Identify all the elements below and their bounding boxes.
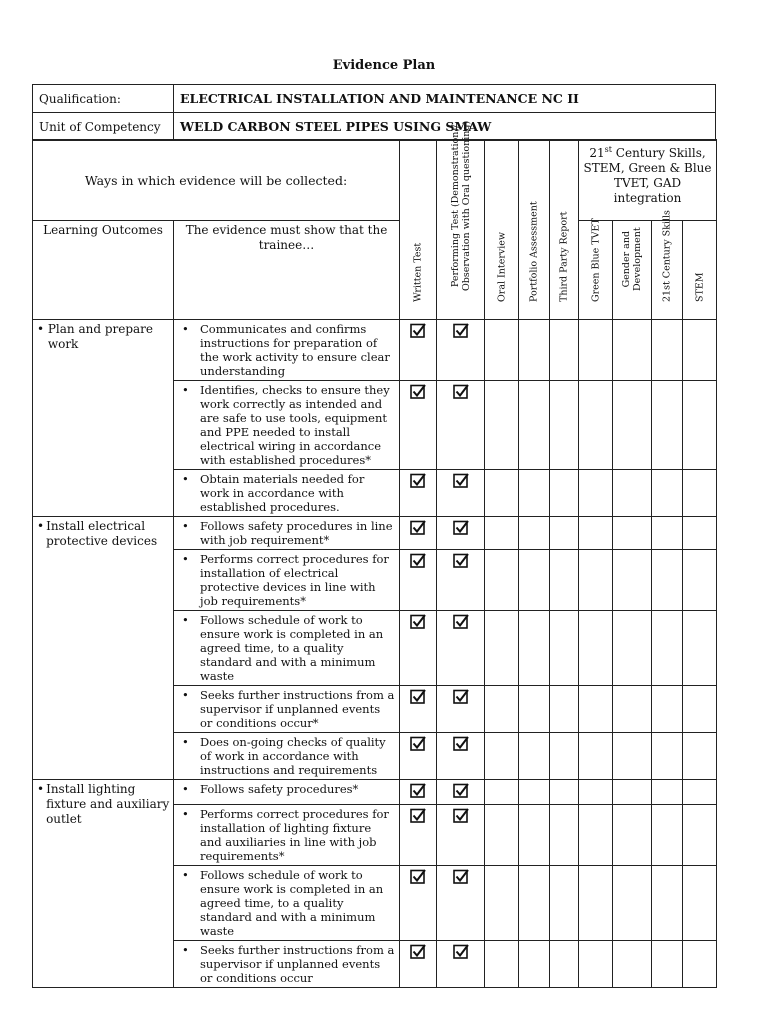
empty-cell — [579, 517, 613, 550]
checked-cell — [400, 805, 437, 866]
empty-cell — [485, 550, 519, 611]
empty-cell — [485, 611, 519, 686]
empty-cell — [613, 550, 652, 611]
method-header-2 — [485, 140, 519, 320]
evidence-cell — [174, 381, 400, 470]
empty-cell — [683, 866, 717, 941]
evidence-cell — [174, 866, 400, 941]
checked-cell — [400, 866, 437, 941]
empty-cell — [613, 517, 652, 550]
evidence-cell — [174, 320, 400, 381]
empty-cell — [550, 611, 579, 686]
checked-box-icon — [410, 323, 426, 338]
empty-cell — [683, 686, 717, 733]
checked-box-icon — [410, 384, 426, 399]
evidence-text: Obtain materials needed for work in accordance with established procedures. — [200, 472, 365, 514]
checked-cell — [400, 517, 437, 550]
bullet: • — [182, 519, 189, 533]
empty-cell — [485, 733, 519, 780]
checked-cell — [437, 470, 485, 517]
checked-box-icon — [453, 614, 469, 629]
ways-heading: Ways in which evidence will be collected: — [33, 140, 400, 221]
bullet: • — [37, 782, 45, 796]
evidence-cell — [174, 550, 400, 611]
qualification-row — [33, 85, 716, 113]
empty-cell — [613, 381, 652, 470]
bullet: • — [182, 472, 189, 486]
empty-cell — [613, 780, 652, 805]
integration-label: 21st Century Skills — [661, 210, 673, 302]
checked-box-icon — [410, 808, 426, 823]
empty-cell — [683, 381, 717, 470]
checked-cell — [437, 320, 485, 381]
checked-cell — [437, 733, 485, 780]
empty-cell — [519, 381, 550, 470]
empty-cell — [579, 470, 613, 517]
header-row-2 — [33, 221, 717, 320]
empty-cell — [485, 517, 519, 550]
empty-cell — [550, 517, 579, 550]
empty-cell — [652, 733, 683, 780]
checked-cell — [400, 611, 437, 686]
empty-cell — [652, 611, 683, 686]
evidence-text: Communicates and confirms instructions for preparation of the work activity to ensure clear understanding — [200, 322, 390, 378]
empty-cell — [485, 381, 519, 470]
empty-cell — [485, 320, 519, 381]
empty-cell — [550, 320, 579, 381]
integration-label: Gender and Development — [621, 227, 643, 291]
method-header-4 — [550, 140, 579, 320]
checked-cell — [437, 941, 485, 988]
evidence-cell — [174, 941, 400, 988]
empty-cell — [550, 733, 579, 780]
unit-value: WELD CARBON STEEL PIPES USING SMAW — [174, 113, 716, 141]
empty-cell — [683, 550, 717, 611]
empty-cell — [579, 780, 613, 805]
evidence-cell — [174, 805, 400, 866]
empty-cell — [485, 805, 519, 866]
checked-box-icon — [453, 384, 469, 399]
evidence-text: Seeks further instructions from a supervisor if unplanned events or conditions occur — [200, 943, 395, 985]
checked-cell — [400, 686, 437, 733]
empty-cell — [683, 733, 717, 780]
empty-cell — [613, 470, 652, 517]
checked-box-icon — [453, 553, 469, 568]
qualification-value: ELECTRICAL INSTALLATION AND MAINTENANCE NC II — [174, 85, 716, 113]
method-label: Oral Interview — [496, 231, 507, 302]
checked-box-icon — [453, 808, 469, 823]
checked-box-icon — [453, 944, 469, 959]
checked-box-icon — [410, 553, 426, 568]
empty-cell — [683, 805, 717, 866]
empty-cell — [519, 517, 550, 550]
empty-cell — [683, 517, 717, 550]
bullet: • — [37, 322, 45, 336]
empty-cell — [519, 611, 550, 686]
qualification-table — [32, 84, 716, 141]
empty-cell — [652, 470, 683, 517]
learning-outcome-cell — [33, 320, 174, 517]
learning-outcome-title: Install electrical protective devices — [46, 519, 158, 548]
empty-cell — [652, 866, 683, 941]
bullet: • — [182, 868, 189, 882]
bullet: • — [182, 735, 189, 749]
bullet: • — [182, 613, 189, 627]
empty-cell — [683, 780, 717, 805]
empty-cell — [579, 941, 613, 988]
method-label: Third Party Report — [558, 211, 570, 302]
evidence-text: Identifies, checks to ensure they work correctly as intended and are safe to use tools, equipment and PPE needed to install electrical wiring in accordance with established procedures* — [200, 383, 390, 467]
checked-cell — [437, 780, 485, 805]
empty-cell — [652, 381, 683, 470]
unit-label: Unit of Competency — [33, 113, 174, 141]
empty-cell — [579, 866, 613, 941]
bullet: • — [182, 807, 189, 821]
unit-row — [33, 113, 716, 141]
empty-cell — [579, 381, 613, 470]
learning-outcome-cell — [33, 517, 174, 780]
empty-cell — [579, 611, 613, 686]
empty-cell — [519, 780, 550, 805]
checked-cell — [400, 381, 437, 470]
checked-cell — [400, 550, 437, 611]
evidence-text: Seeks further instructions from a supervisor if unplanned events or conditions occur* — [200, 688, 395, 730]
qualification-label: Qualification: — [33, 85, 174, 113]
empty-cell — [652, 517, 683, 550]
skills-heading: 21st Century Skills, STEM, Green & Blue TVET, GAD integration — [579, 140, 717, 221]
empty-cell — [652, 320, 683, 381]
bullet: • — [182, 322, 189, 336]
empty-cell — [652, 941, 683, 988]
bullet: • — [182, 552, 189, 566]
learning-outcome-title: Install lighting fixture and auxiliary outlet — [46, 782, 170, 826]
checked-box-icon — [410, 869, 426, 884]
checked-box-icon — [410, 944, 426, 959]
checked-cell — [437, 866, 485, 941]
empty-cell — [550, 866, 579, 941]
checked-cell — [437, 686, 485, 733]
evidence-cell — [174, 611, 400, 686]
integration-header-2 — [652, 210, 683, 320]
checked-box-icon — [410, 689, 426, 704]
empty-cell — [550, 381, 579, 470]
evidence-row — [33, 517, 717, 550]
empty-cell — [683, 941, 717, 988]
empty-cell — [613, 686, 652, 733]
empty-cell — [550, 941, 579, 988]
evidence-heading: The evidence must show that the trainee… — [174, 221, 400, 320]
checked-box-icon — [453, 473, 469, 488]
empty-cell — [485, 686, 519, 733]
empty-cell — [613, 866, 652, 941]
empty-cell — [579, 320, 613, 381]
empty-cell — [579, 686, 613, 733]
evidence-cell — [174, 517, 400, 550]
empty-cell — [683, 320, 717, 381]
checked-box-icon — [410, 783, 426, 798]
evidence-cell — [174, 686, 400, 733]
evidence-cell — [174, 780, 400, 805]
learning-outcome-cell — [33, 780, 174, 988]
header-row-1 — [33, 140, 717, 221]
empty-cell — [550, 470, 579, 517]
integration-header-0 — [579, 218, 613, 320]
checked-cell — [437, 550, 485, 611]
evidence-text: Follows safety procedures* — [200, 782, 359, 796]
checked-box-icon — [453, 520, 469, 535]
evidence-text: Follows schedule of work to ensure work is completed in an agreed time, to a quality standard and with a minimum waste — [200, 613, 384, 683]
empty-cell — [683, 470, 717, 517]
evidence-row — [33, 320, 717, 381]
checked-box-icon — [410, 473, 426, 488]
checked-box-icon — [453, 689, 469, 704]
checked-cell — [437, 611, 485, 686]
empty-cell — [683, 611, 717, 686]
checked-box-icon — [453, 783, 469, 798]
empty-cell — [652, 550, 683, 611]
empty-cell — [613, 733, 652, 780]
checked-box-icon — [453, 869, 469, 884]
bullet: • — [37, 519, 45, 533]
evidence-text: Follows schedule of work to ensure work is completed in an agreed time, to a quality standard and with a minimum waste — [200, 868, 384, 938]
bullet: • — [182, 383, 189, 397]
empty-cell — [579, 733, 613, 780]
empty-cell — [519, 470, 550, 517]
bullet: • — [182, 782, 189, 796]
document-title: Evidence Plan — [332, 58, 436, 73]
checked-box-icon — [453, 323, 469, 338]
bullet: • — [182, 688, 189, 702]
empty-cell — [613, 805, 652, 866]
empty-cell — [485, 470, 519, 517]
empty-cell — [613, 941, 652, 988]
checked-cell — [437, 517, 485, 550]
checked-cell — [400, 320, 437, 381]
checked-cell — [437, 805, 485, 866]
bullet: • — [182, 943, 189, 957]
empty-cell — [579, 550, 613, 611]
evidence-text: Follows safety procedures in line with job requirement* — [200, 519, 393, 547]
empty-cell — [519, 320, 550, 381]
method-header-1 — [437, 120, 485, 320]
checked-box-icon — [453, 736, 469, 751]
learning-outcome-title: Plan and prepare work — [47, 322, 154, 351]
checked-box-icon — [410, 614, 426, 629]
integration-label: Green Blue TVET — [590, 218, 601, 302]
empty-cell — [519, 941, 550, 988]
checked-cell — [437, 381, 485, 470]
evidence-row — [33, 780, 717, 805]
empty-cell — [550, 805, 579, 866]
empty-cell — [519, 550, 550, 611]
checked-cell — [400, 780, 437, 805]
empty-cell — [519, 686, 550, 733]
integration-header-1 — [613, 221, 652, 320]
empty-cell — [652, 805, 683, 866]
method-label: Portfolio Assessment — [528, 201, 540, 302]
empty-cell — [485, 941, 519, 988]
empty-cell — [613, 320, 652, 381]
integration-label: STEM — [694, 272, 706, 302]
method-label: Performing Test (Demonstration)/ Observation with Oral questioning) — [449, 120, 472, 291]
empty-cell — [550, 780, 579, 805]
empty-cell — [652, 780, 683, 805]
empty-cell — [550, 550, 579, 611]
empty-cell — [519, 733, 550, 780]
evidence-cell — [174, 733, 400, 780]
method-header-3 — [519, 140, 550, 320]
evidence-text: Performs correct procedures for installation of lighting fixture and auxiliaries in line with job requirements* — [200, 807, 389, 863]
empty-cell — [579, 805, 613, 866]
method-label: Written Test — [412, 242, 424, 302]
empty-cell — [485, 866, 519, 941]
empty-cell — [519, 805, 550, 866]
checked-cell — [400, 470, 437, 517]
empty-cell — [613, 611, 652, 686]
method-header-0 — [400, 140, 437, 320]
checked-cell — [400, 733, 437, 780]
evidence-cell — [174, 470, 400, 517]
empty-cell — [652, 686, 683, 733]
evidence-text: Does on-going checks of quality of work in accordance with instructions and requirements — [200, 735, 386, 777]
learning-outcomes-heading: Learning Outcomes — [33, 221, 174, 320]
empty-cell — [485, 780, 519, 805]
empty-cell — [550, 686, 579, 733]
checked-box-icon — [410, 520, 426, 535]
empty-cell — [519, 866, 550, 941]
checked-box-icon — [410, 736, 426, 751]
integration-header-3 — [683, 221, 717, 320]
checked-cell — [400, 941, 437, 988]
evidence-text: Performs correct procedures for installation of electrical protective devices in line with job requirements* — [200, 552, 389, 608]
